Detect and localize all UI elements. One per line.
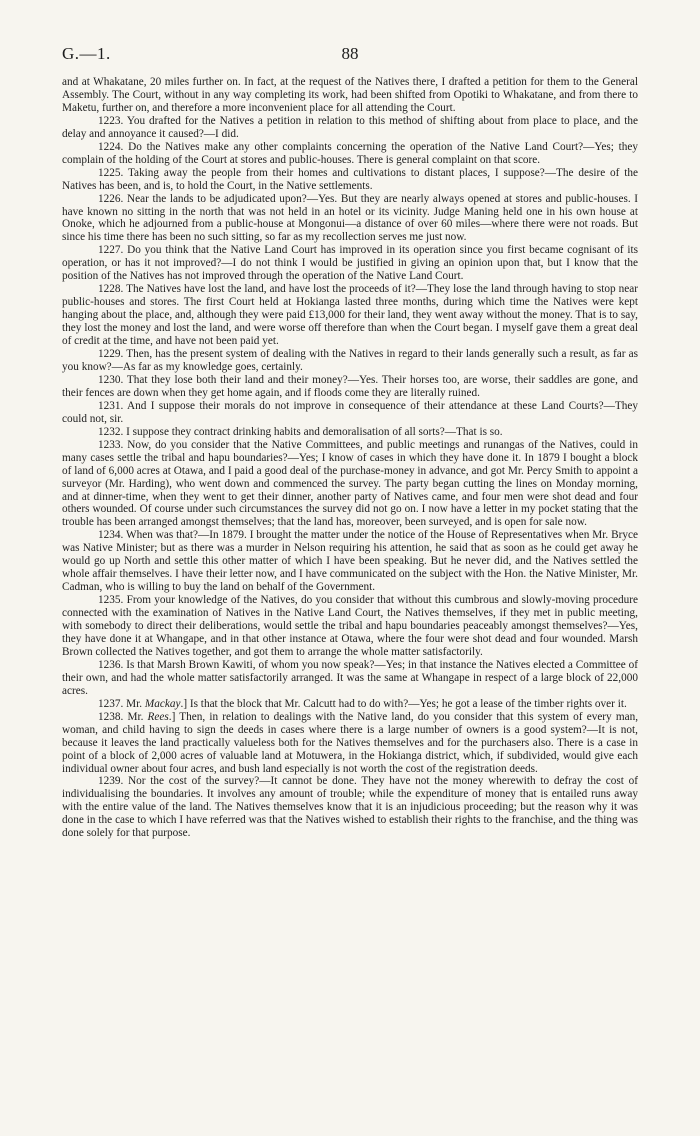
question-number: 1226. [98,192,124,205]
paragraph-text: That they lose both their land and their money?—Yes. Their horses too, are worse, their saddles are gone, and their fences are down when they get home again, and if floods come they are literally ruined. [62,373,638,399]
testimony-paragraph [62,775,638,840]
speaker-label: Mr. Rees.] [127,710,176,723]
testimony-paragraph [62,348,638,374]
paragraph-text: and at Whakatane, 20 miles further on. In fact, at the request of the Natives there, I drafted a petition for them to the General Assembly. The Court, without in any way completing its work, had been shifted from Opotiki to Whakatane, and from there to Maketu, further on, and therefore a more inconvenient place for all attending the Court. [62,76,638,114]
paragraph-text: Do the Natives make any other complaints concerning the operation of the Native Land Court?—Yes; they complain of the holding of the Court at stores and public-houses. There is general complaint on that score. [62,140,639,166]
question-number: 1224. [98,140,124,153]
testimony-paragraph [62,426,638,439]
testimony-paragraph [62,283,638,348]
paragraph-text: When was that?—In 1879. I brought the matter under the notice of the House of Representatives when Mr. Bryce was Native Minister; but as there was a murder in Nelson requiring his attention, he said that as soon as he could get away he would go up North and settle this other matter of which I have been speaking. But he never did, and the Natives settled the whole affair themselves. I have their letter now, and I have communicated on the subject with the Hon. the Native Minister, Mr. Cadman, who is willing to buy the land on behalf of the Government. [62,529,638,594]
testimony-paragraph [62,193,638,245]
paragraph-text: You drafted for the Natives a petition in relation to this method of shifting about from place to place, and the delay and annoyance it caused?—I did. [62,114,638,140]
question-number: 1223. [98,114,124,127]
question-number: 1235. [98,594,124,607]
testimony-paragraph [62,594,638,659]
testimony-paragraph [62,529,638,594]
paragraph-text: Is that the block that Mr. Calcutt had to do with?—Yes; he got a lease of the timber rights over it. [189,697,627,710]
paragraph-text: From your knowledge of the Natives, do you consider that without this cumbrous and slowly-moving procedure connected with the examination of Natives in the Native Land Court, the Natives themselves, if they met in public meeting, with somebody to direct their deliberations, would settle the tribal and hapu boundaries peaceably amongst themselves?—Yes, they have done it at Whangape, and in that other instance at Otawa, where the four were shot dead and four wounded. Marsh Brown collected the Natives together, and got them to arrange the whole matter satisfactorily. [62,594,639,658]
speaker-label: Mr. Mackay.] [126,697,188,710]
paragraph-text: Then, has the present system of dealing with the Natives in regard to their lands generally such a result, as far as you know?—As far as my knowledge goes, certainly. [62,348,638,373]
question-number: 1234. [98,529,124,542]
paragraph-text: I suppose they contract drinking habits and demoralisation of all sorts?—That is so. [126,425,503,438]
testimony-paragraph [62,244,638,283]
page-header [62,44,638,66]
testimony-paragraph [62,698,638,711]
question-number: 1228. [98,283,124,296]
question-number: 1225. [98,166,124,179]
continued-paragraph [62,76,638,115]
testimony-paragraph [62,439,638,530]
paragraph-text: Then, in relation to dealings with the Native land, do you consider that this system of every man, woman, and child having to sign the deeds in cases where there is a large number of owners is a good system?—It is not, because it leaves the land practically valueless both for the Natives themselves and for the purchasers also. There is a case in point of a block of 2,000 acres of valuable land at Motuwera, in the Hokianga district, which, if subdivided, would give each individual owner about four acres, and bush land especially is not worth the cost of the registration deeds. [62,710,639,775]
testimony-paragraph [62,374,638,400]
testimony-paragraph [62,115,638,141]
paragraph-text: Near the lands to be adjudicated upon?—Yes. But they are nearly always opened at stores and public-houses. I have known no sitting in the north that was not held in an hotel or its vicinity. Judge Maning held one in his own house at Onoke, which he adjourned from a public-house at Mongonui—a distance of over 60 miles—where there were not roads. But since his time there has been no such sitting, so far as my recollection serves me just now. [62,192,639,244]
paragraph-text: Now, do you consider that the Native Committees, and public meetings and runangas of the Natives, could in many cases settle the tribal and hapu boundaries?—Yes; I know of cases in which they have done it. In 1879 I bought a block of land of 6,000 acres at Otawa, and I paid a good deal of the purchase-money in advance, and got Mr. Percy Smith to appoint a surveyor (Mr. Harding), who went down and commenced the survey. The party began cutting the lines on Monday morning, and at dinner-time, when they went to get their dinner, another party of Natives came, and four men were shot dead and four others wounded. Of course under such circumstances the survey did not go on. I now have a letter in my pocket stating that the trouble has been arranged amongst themselves; that the land has, moreover, been surveyed, and is open for sale now. [62,438,638,529]
question-number: 1237. [98,697,124,710]
question-number: 1230. [98,373,124,386]
testimony-paragraph [62,400,638,426]
page-number: 88 [341,44,359,63]
testimony-paragraph [62,659,638,698]
question-number: 1229. [98,348,124,361]
question-number: 1227. [98,244,124,257]
document-reference: G.—1. [62,44,111,63]
paragraph-text: And I suppose their morals do not improve in consequence of their attendance at these Land Courts?—They could not, sir. [62,399,638,425]
paragraph-text: Is that Marsh Brown Kawiti, of whom you now speak?—Yes; in that instance the Natives elected a Committee of their own, and had the whole matter satisfactorily arranged. It was the same at Whangape in respect of a large block of 22,000 acres. [62,658,638,697]
paragraph-text: The Natives have lost the land, and have lost the proceeds of it?—They lose the land through having to stop near public-houses and stores. The first Court held at Hokianga lasted three months, during which time the Natives were kept hanging about the place, and, although they were paid £13,000 for their land, they went away without the money. That is to say, they lost the money and lost the land, and were worse off therefore than when the Court began. I myself gave them a great deal of credit at the time, and have not been paid yet. [62,283,638,348]
testimony-paragraph [62,167,638,193]
paragraph-text: Do you think that the Native Land Court has improved in its operation since you first became cognisant of its operation, or has it not improved?—I do not think I would be justified in giving an opinion upon that, but I know that the position of the Natives has not improved through the operation of the Native Land Court. [62,244,639,283]
question-number: 1232. [98,425,124,438]
question-number: 1238. [98,710,124,723]
paragraph-text: Taking away the people from their homes and cultivations to distant places, I suppose?—The desire of the Natives has been, and is, to hold the Court, in the Native settlements. [62,166,639,192]
testimony-paragraph [62,141,638,167]
question-number: 1236. [98,658,124,671]
document-body [62,76,638,840]
paragraph-text: Nor the cost of the survey?—It cannot be done. They have not the money wherewith to defray the cost of individualising the boundaries. It involves any amount of trouble; while the expenditure of money that is entailed runs away with the entire value of the land. The Natives themselves know that it is an injudicious proceeding; but the reason why it was done in the case to which I have referred was that the Natives wished to establish their rights to the franchise, and the thing was done solely for that purpose. [62,775,639,840]
testimony-paragraph [62,711,638,776]
question-number: 1231. [98,399,124,412]
question-number: 1233. [98,438,124,451]
question-number: 1239. [98,775,124,788]
